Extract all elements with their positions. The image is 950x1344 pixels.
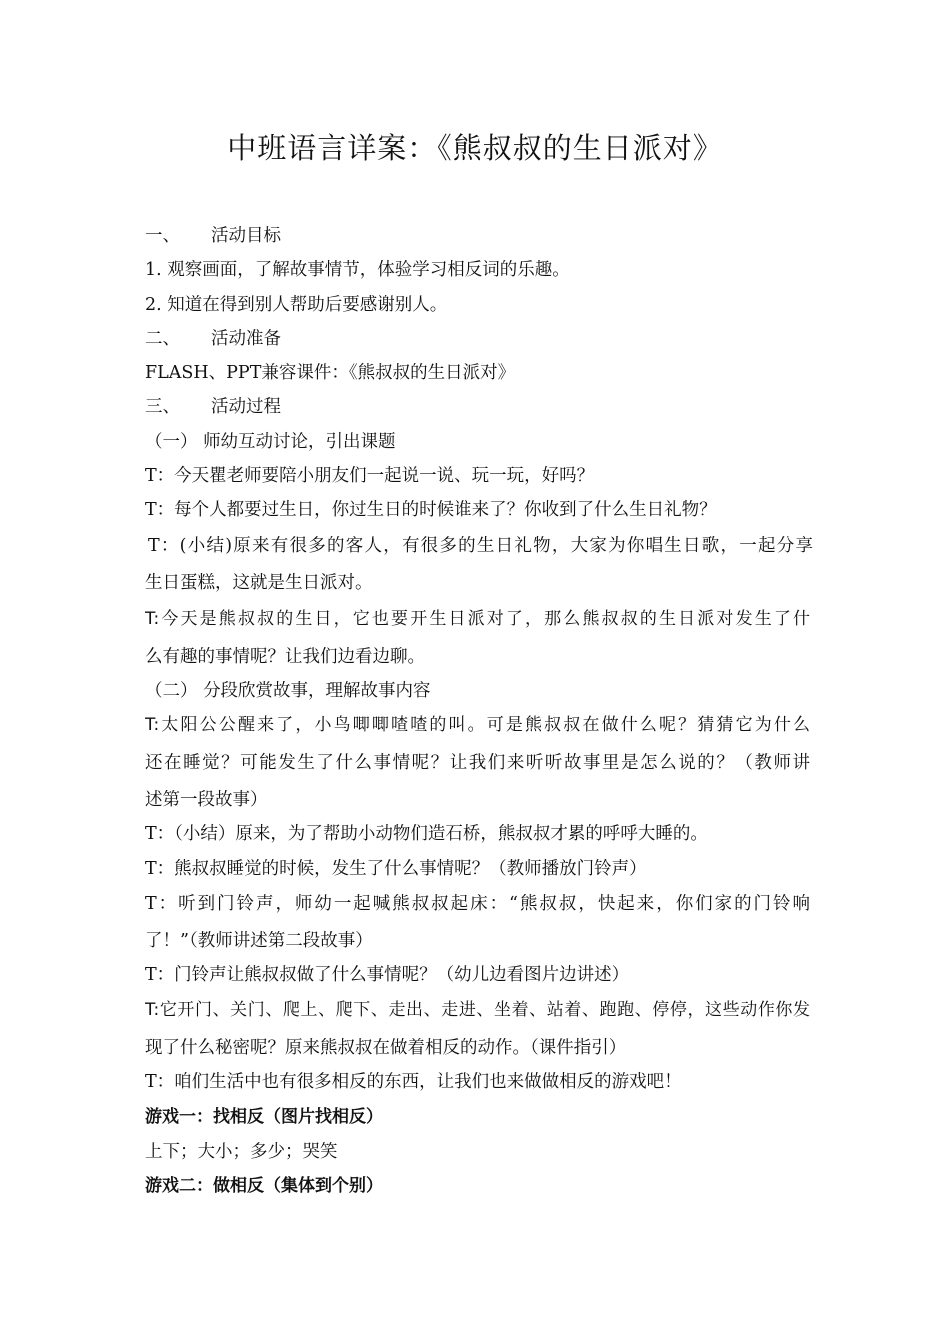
paragraph-line: 生日蛋糕，这就是生日派对。 <box>145 573 373 593</box>
paragraph-line: 么有趣的事情呢？让我们边看边聊。 <box>145 647 425 667</box>
paragraph-line: T：门铃声让熊叔叔做了什么事情呢？（幼儿边看图片边讲述） <box>145 965 630 985</box>
paragraph-line: 述第一段故事） <box>145 790 268 810</box>
section-label: 活动目标 <box>211 226 281 246</box>
document-title: 中班语言详案：《熊叔叔的生日派对》 <box>227 131 723 165</box>
paragraph-line: 了！”（教师讲述第二段故事） <box>145 931 373 951</box>
game-heading-2: 游戏二：做相反（集体到个别） <box>145 1176 383 1196</box>
step-heading-1: （一） 师幼互动讨论，引出课题 <box>145 432 396 452</box>
section-label: 活动准备 <box>211 329 281 349</box>
paragraph-line: T:今天是熊叔叔的生日，它也要开生日派对了，那么熊叔叔的生日派对发生了什 <box>145 609 810 629</box>
paragraph-line: T:太阳公公醒来了，小鸟唧唧喳喳的叫。可是熊叔叔在做什么呢？猜猜它为什么 <box>145 715 810 735</box>
paragraph-line: T：听到门铃声，师幼一起喊熊叔叔起床：“熊叔叔，快起来，你们家的门铃响 <box>145 894 810 914</box>
goal-item-2: 2. 知道在得到别人帮助后要感谢别人。 <box>145 295 448 315</box>
goal-item-1: 1. 观察画面，了解故事情节，体验学习相反词的乐趣。 <box>145 260 570 280</box>
paragraph-line: T:它开门、关门、爬上、爬下、走出、走进、坐着、站着、跑跑、停停，这些动作你发 <box>145 1000 810 1020</box>
section-heading-process <box>145 395 810 419</box>
game-heading-1: 游戏一：找相反（图片找相反） <box>145 1107 383 1127</box>
paragraph-line: T：（小结）原来，为了帮助小动物们造石桥，熊叔叔才累的呼呼大睡的。 <box>145 824 708 844</box>
paragraph-line: T：每个人都要过生日，你过生日的时候谁来了？你收到了什么生日礼物？ <box>145 500 717 520</box>
paragraph-line: T：咱们生活中也有很多相反的东西，让我们也来做做相反的游戏吧！ <box>145 1072 682 1092</box>
paragraph-line: T：今天瞿老师要陪小朋友们一起说一说、玩一玩，好吗？ <box>145 466 595 486</box>
step-heading-2: （二） 分段欣赏故事，理解故事内容 <box>145 681 431 701</box>
game-items: 上下；大小；多少；哭笑 <box>145 1142 338 1162</box>
paragraph-line: 还在睡觉？可能发生了什么事情呢？让我们来听听故事里是怎么说的？（教师讲 <box>145 753 810 773</box>
paragraph-line: T：(小结)原来有很多的客人，有很多的生日礼物，大家为你唱生日歌，一起分享 <box>148 536 813 556</box>
section-heading-goals <box>145 224 810 248</box>
section-label: 活动过程 <box>211 397 281 417</box>
section-number: 二、 <box>145 329 180 349</box>
paragraph-line: 现了什么秘密呢？原来熊叔叔在做着相反的动作。（课件指引） <box>145 1038 627 1058</box>
section-number: 三、 <box>145 397 180 417</box>
section-number: 一、 <box>145 226 180 246</box>
section-heading-preparation <box>145 327 810 351</box>
paragraph-line: T：熊叔叔睡觉的时候，发生了什么事情呢？（教师播放门铃声） <box>145 859 647 879</box>
preparation-text: FLASH、PPT兼容课件：《熊叔叔的生日派对》 <box>145 363 516 383</box>
